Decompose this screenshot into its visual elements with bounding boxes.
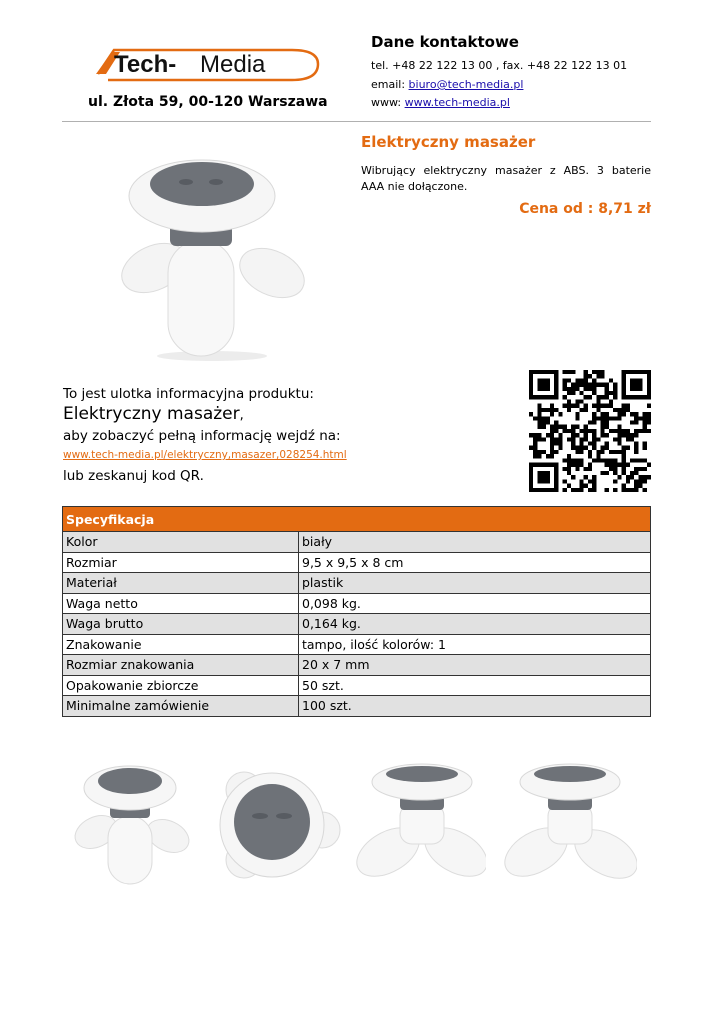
product-price: Cena od : 8,71 zł (519, 201, 651, 217)
spec-label: Opakowanie zbiorcze (63, 675, 299, 696)
www-label: www: (371, 96, 405, 109)
spec-value: 0,164 kg. (299, 614, 651, 635)
product-title: Elektryczny masażer (361, 133, 536, 151)
logo-text-media: Media (200, 51, 266, 78)
table-row (63, 593, 651, 614)
spec-label: Minimalne zamówienie (63, 696, 299, 717)
leaflet-intro: To jest ulotka informacyjna produktu: (63, 386, 314, 402)
spec-value: biały (299, 532, 651, 553)
contact-phone: tel. +48 22 122 13 00 , fax. +48 22 122 13 01 (371, 59, 628, 72)
leaflet-product-suffix: , (239, 408, 244, 423)
qr-code[interactable] (529, 370, 651, 492)
leaflet-product-name (63, 404, 244, 424)
table-row (63, 696, 651, 717)
tech-media-logo (92, 40, 324, 86)
email-link[interactable]: biuro@tech-media.pl (408, 78, 524, 91)
spec-label: Rozmiar (63, 552, 299, 573)
product-description: Wibrujący elektryczny masażer z ABS. 3 baterie AAA nie dołączone. (361, 164, 651, 193)
leaflet-scan-text: lub zeskanuj kod QR. (63, 468, 204, 484)
spec-table (62, 506, 651, 717)
contact-title: Dane kontaktowe (371, 33, 519, 51)
spec-value: 9,5 x 9,5 x 8 cm (299, 552, 651, 573)
spec-label: Waga netto (63, 593, 299, 614)
table-row (63, 634, 651, 655)
spec-label: Materiał (63, 573, 299, 594)
logo-text-tech: Tech- (114, 51, 177, 78)
table-row (63, 675, 651, 696)
contact-email (371, 78, 523, 91)
spec-value: tampo, ilość kolorów: 1 (299, 634, 651, 655)
table-row (63, 655, 651, 676)
spec-label: Waga brutto (63, 614, 299, 635)
table-row (63, 532, 651, 553)
gallery-image-side-angle[interactable] (502, 760, 637, 890)
table-row (63, 614, 651, 635)
gallery-image-top[interactable] (214, 760, 344, 890)
spec-label: Rozmiar znakowania (63, 655, 299, 676)
spec-heading: Specyfikacja (63, 507, 651, 532)
table-row (63, 573, 651, 594)
table-row (63, 552, 651, 573)
leaflet-see-more: aby zobaczyć pełną informację wejdź na: (63, 428, 341, 444)
company-address: ul. Złota 59, 00-120 Warszawa (88, 94, 328, 110)
gallery-image-side[interactable] (356, 760, 486, 890)
spec-value: plastik (299, 573, 651, 594)
product-url-link[interactable]: www.tech-media.pl/elektryczny,masazer,028254.html (63, 449, 347, 461)
spec-value: 100 szt. (299, 696, 651, 717)
spec-header-row (63, 507, 651, 532)
leaflet-product-text: Elektryczny masażer (63, 404, 240, 424)
product-image (112, 148, 312, 363)
header-divider (62, 121, 651, 122)
spec-label: Kolor (63, 532, 299, 553)
contact-www (371, 96, 510, 109)
www-link[interactable]: www.tech-media.pl (404, 96, 510, 109)
spec-label: Znakowanie (63, 634, 299, 655)
email-label: email: (371, 78, 409, 91)
spec-value: 50 szt. (299, 675, 651, 696)
spec-value: 0,098 kg. (299, 593, 651, 614)
spec-value: 20 x 7 mm (299, 655, 651, 676)
gallery-image-front[interactable] (68, 760, 198, 890)
